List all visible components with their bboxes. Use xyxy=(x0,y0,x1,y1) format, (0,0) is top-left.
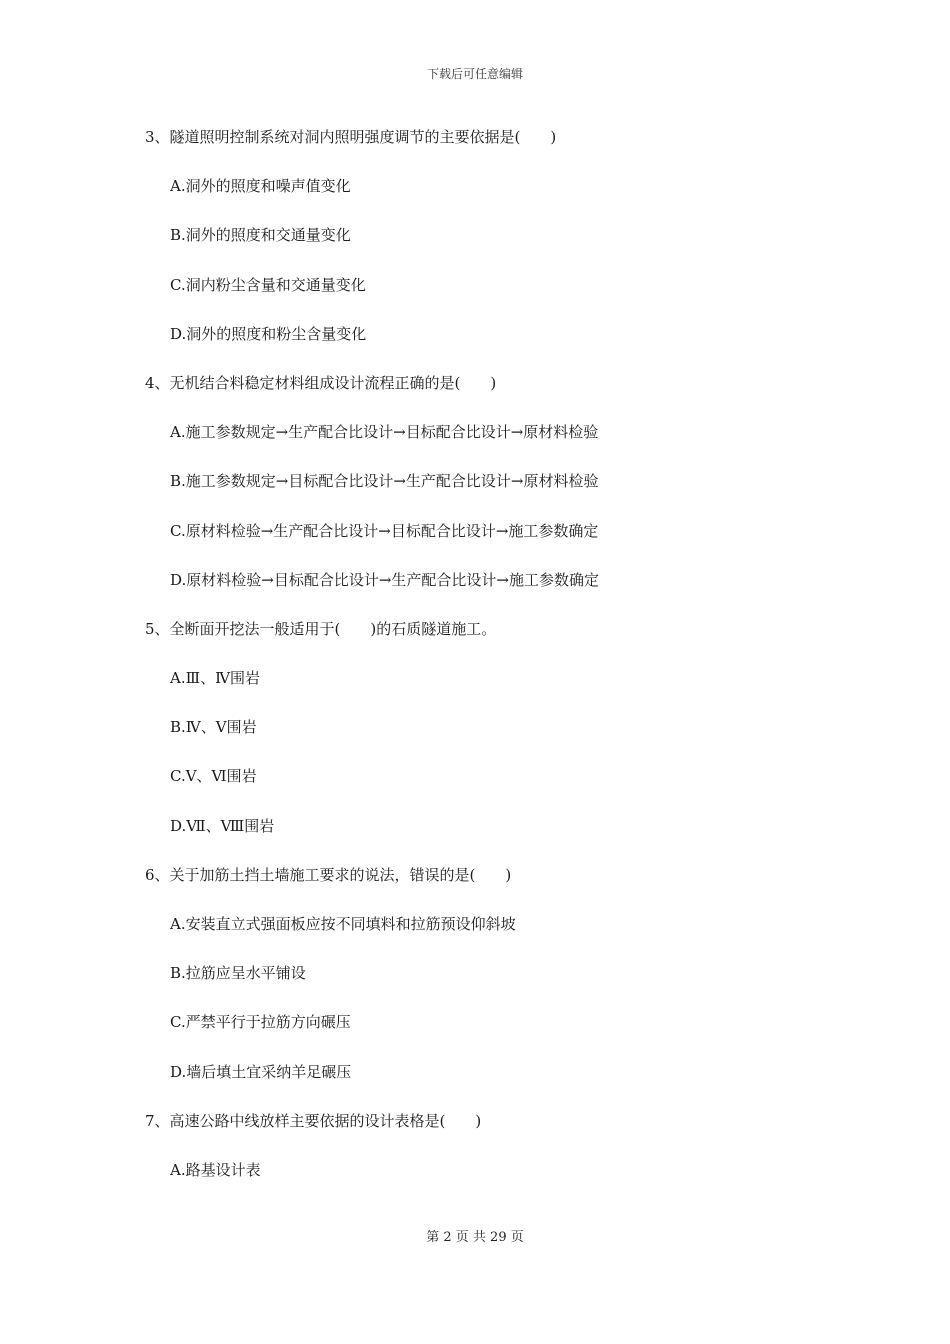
question-3 xyxy=(0,124,950,370)
page-footer: 第 2 页 共 29 页 xyxy=(426,1230,524,1245)
option-d: D.墙后填土宜采纳羊足碾压 xyxy=(170,1062,352,1081)
question-stem: 6、关于加筋土挡土墙施工要求的说法，错误的是( ) xyxy=(145,865,512,884)
question-stem: 3、隧道照明控制系统对洞内照明强度调节的主要依据是( ) xyxy=(145,128,557,146)
document-body xyxy=(0,124,950,1206)
option-c: C.严禁平行于拉筋方向碾压 xyxy=(170,1013,351,1032)
option-b: B.洞外的照度和交通量变化 xyxy=(170,226,351,245)
option-a: A.施工参数规定→生产配合比设计→目标配合比设计→原材料检验 xyxy=(170,423,599,442)
option-a: A.安装直立式强面板应按不同填料和拉筋预设仰斜坡 xyxy=(170,915,516,933)
question-stem: 5、全断面开挖法一般适用于( )的石质隧道施工。 xyxy=(145,619,497,638)
page-header: 下载后可任意编辑 xyxy=(426,67,523,81)
option-b: B.Ⅳ、Ⅴ围岩 xyxy=(170,718,257,737)
option-c: C.Ⅴ、Ⅵ围岩 xyxy=(170,767,257,786)
question-6 xyxy=(0,862,950,1108)
option-d: D.原材料检验→目标配合比设计→生产配合比设计→施工参数确定 xyxy=(170,570,599,589)
option-b: B.施工参数规定→目标配合比设计→生产配合比设计→原材料检验 xyxy=(170,472,599,491)
option-b: B.拉筋应呈水平铺设 xyxy=(170,964,306,983)
option-d: D.洞外的照度和粉尘含量变化 xyxy=(170,324,367,343)
option-a: A.Ⅲ、Ⅳ围岩 xyxy=(170,669,261,688)
option-c: C.洞内粉尘含量和交通量变化 xyxy=(170,275,366,294)
question-4 xyxy=(0,370,950,616)
option-a: A.洞外的照度和噪声值变化 xyxy=(170,177,351,196)
question-5 xyxy=(0,616,950,862)
option-c: C.原材料检验→生产配合比设计→目标配合比设计→施工参数确定 xyxy=(170,521,599,540)
question-7 xyxy=(0,1108,950,1206)
option-d: D.Ⅶ、Ⅷ围岩 xyxy=(170,816,275,835)
option-a: A.路基设计表 xyxy=(170,1160,261,1179)
question-stem: 4、无机结合料稳定材料组成设计流程正确的是( ) xyxy=(145,373,497,392)
question-stem: 7、高速公路中线放样主要依据的设计表格是( ) xyxy=(145,1111,482,1130)
